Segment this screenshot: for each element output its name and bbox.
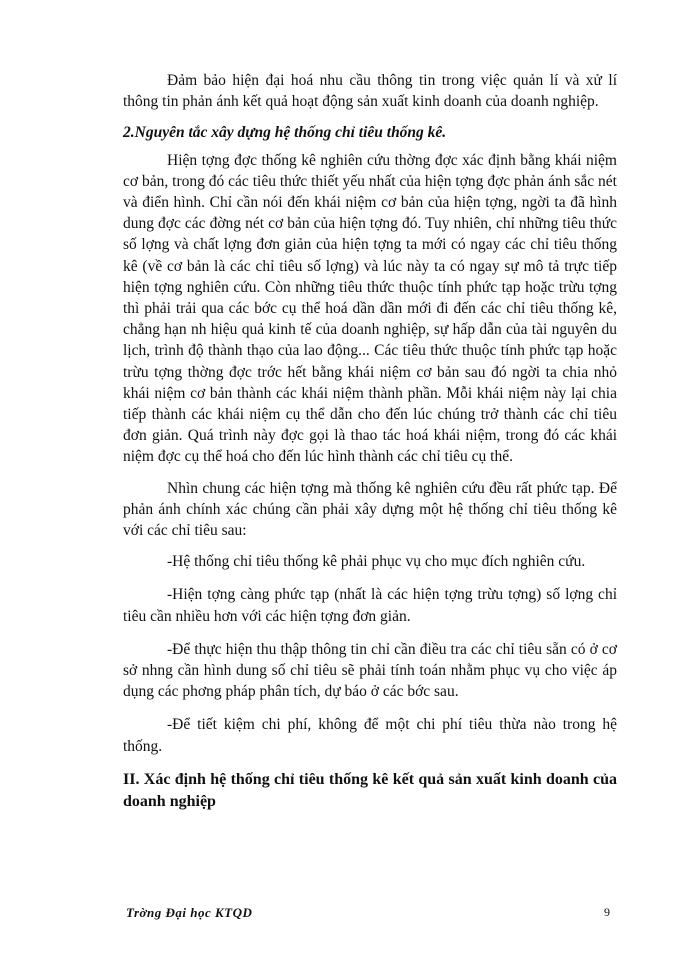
body-paragraph-1: Hiện tợng đợc thống kê nghiên cứu thờng đợc xác định bằng khái niệm cơ bản, trong đó các tiêu thức thiết yếu nhất của hiện tợng đợc phản ánh sắc nét và điển hình. Chỉ cần nói đến khái niệm cơ bản của hiện tợng, ngời ta đã hình dung đợc các đờng nét cơ bản của hiện tợng đó. Tuy nhiên, chỉ những tiêu thức số lợng và chất lợng đơn giản của hiện tợng ta mới có ngay các chỉ tiêu thống kê (về cơ bản là các chỉ tiêu số lợng) và lúc này ta có ngay sự mô tả trực tiếp hiện tợng nghiên cứu. Còn những tiêu thức thuộc tính phức tạp hoặc trừu tợng thì phải trải qua các bớc cụ thể hoá dần dần mới đi đến các chỉ tiêu thống kê, chẳng hạn nh hiệu quả kinh tế của doanh nghiệp, sự hấp dẫn của tài nguyên du lịch, trình độ thành thạo của lao động... Các tiêu thức thuộc tính phức tạp hoặc trừu tợng thờng đợc trớc hết bằng khái niệm cơ bản sau đó ngời ta chia nhỏ khái niệm cơ bản thành các khái niệm thành phần. Mỗi khái niệm này lại chia tiếp thành các khái niệm cụ thể dẫn cho đến lúc chúng trở thành các chỉ tiêu đơn giản. Quá trình này đợc gọi là thao tác hoá khái niệm, trong đó các khái niệm đợc cụ thể hoá cho đến lúc hình thành các chỉ tiêu cụ thể.: [123, 151, 617, 466]
bullet-item-1: -Hệ thống chỉ tiêu thống kê phải phục vụ cho mục đích nghiên cứu.: [167, 553, 586, 571]
section-heading: 2.Nguyên tắc xây dựng hệ thống chỉ tiêu thống kê.: [123, 124, 447, 142]
body-paragraph-2: Nhìn chung các hiện tợng mà thống kê nghiên cứu đều rất phức tạp. Để phản ánh chính xác chúng cần phải xây dựng một hệ thống chỉ tiêu thống kê với các chỉ tiêu sau:: [123, 479, 617, 540]
intro-paragraph: Đảm bảo hiện đại hoá nhu cầu thông tin trong việc quản lí và xử lí thông tin phản ánh kết quả hoạt động sản xuất kinh doanh của doanh nghiệp.: [123, 72, 617, 111]
bullet-item-3: -Để thực hiện thu thập thông tin chỉ cần điều tra các chỉ tiêu sẵn có ở cơ sở nhng cần hình dung số chỉ tiêu sẽ phải tính toán nhằm phục vụ cho việc áp dụng các phơng pháp phân tích, dự báo ở các bớc sau.: [123, 640, 617, 701]
bullet-item-2: -Hiện tợng càng phức tạp (nhất là các hiện tợng trừu tợng) số lợng chỉ tiêu cần nhiều hơn với các hiện tợng đơn giản.: [123, 586, 617, 625]
page-number: 9: [604, 905, 610, 919]
chapter-heading: II. Xác định hệ thống chỉ tiêu thống kê kết quả sản xuất kinh doanh của doanh nghiệp: [123, 770, 617, 810]
footer-school-name: Trờng Đại học KTQD: [126, 905, 253, 920]
document-page: [123, 70, 617, 813]
bullet-item-4: -Để tiết kiệm chi phí, không để một chi phí tiêu thừa nào trong hệ thống.: [123, 716, 617, 755]
